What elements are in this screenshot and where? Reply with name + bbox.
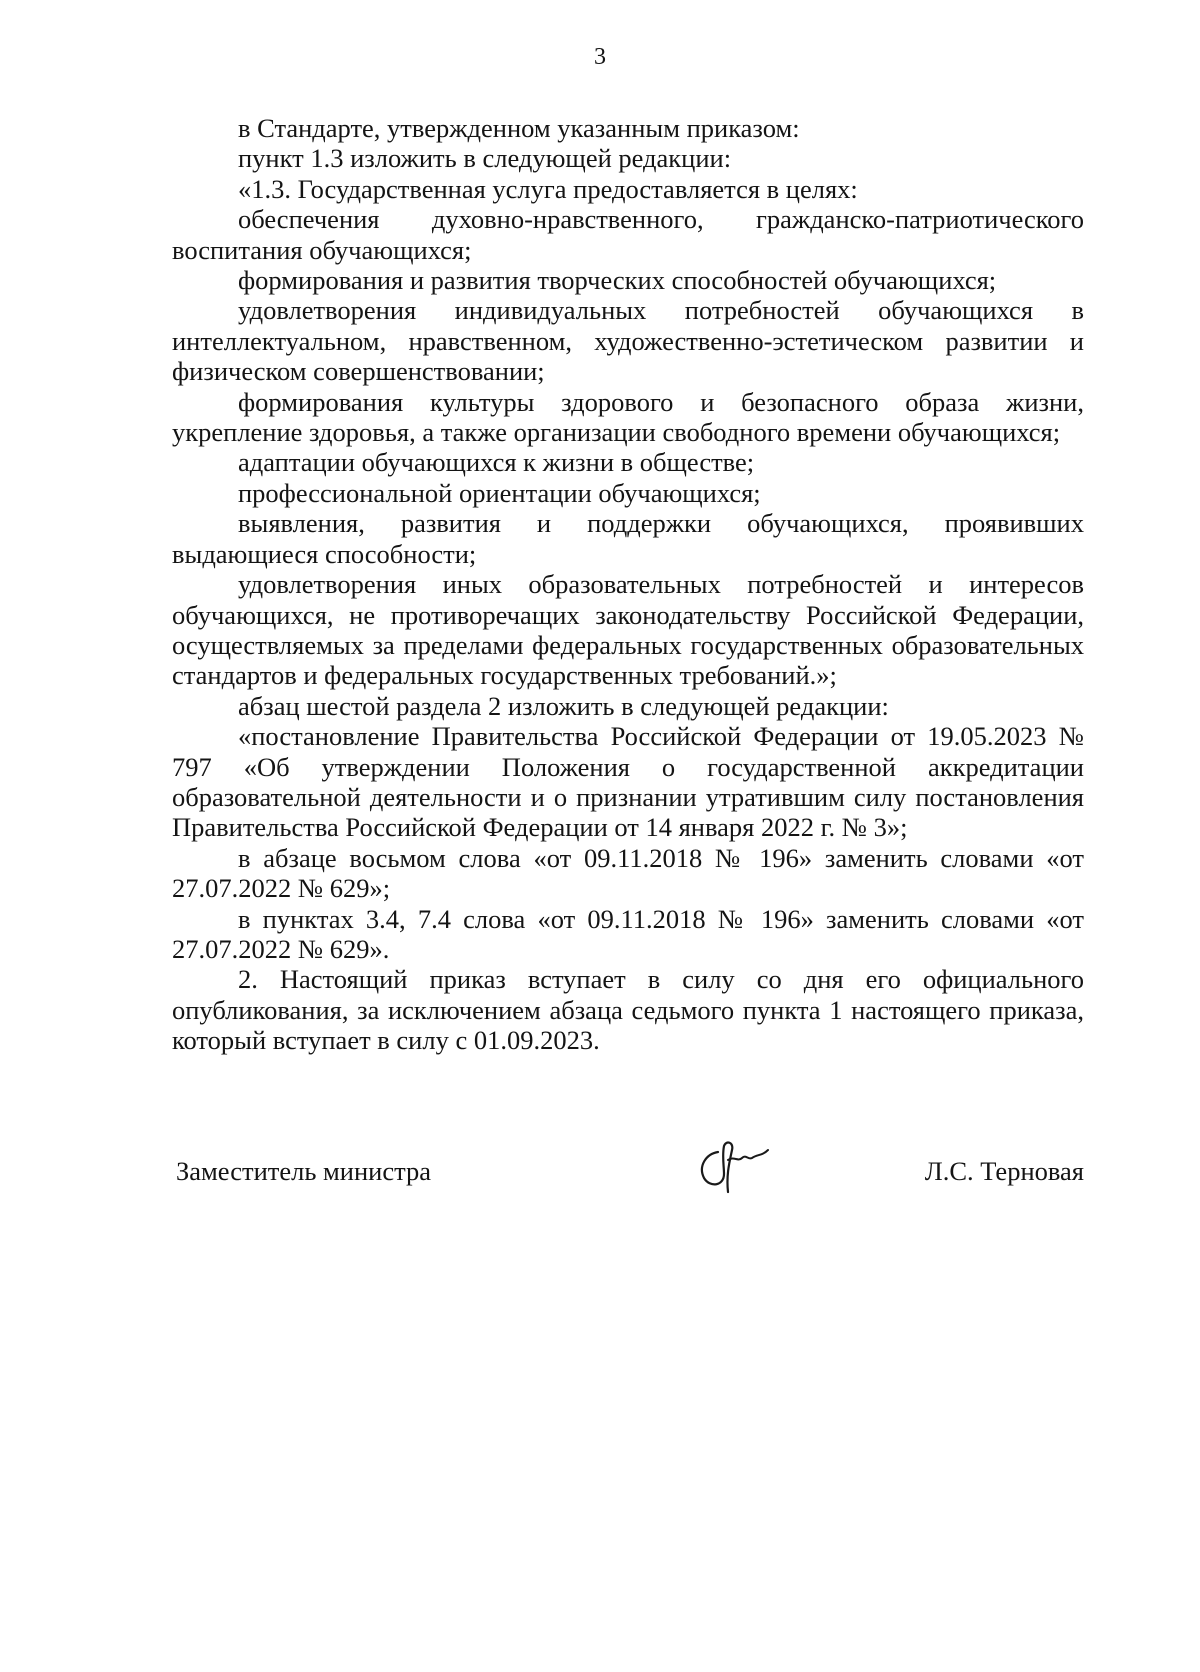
document-body (172, 113, 1084, 1056)
signatory-name: Л.С. Терновая (924, 1156, 1084, 1186)
paragraph: профессиональной ориентации обучающихся; (238, 477, 761, 508)
handwritten-signature-icon (688, 1138, 778, 1198)
page-number: 3 (594, 44, 606, 70)
paragraph: «1.3. Государственная услуга предоставляется в целях: (238, 173, 858, 204)
paragraph: удовлетворения индивидуальных потребностей обучающихся в интеллектуальном, нравственном, художественно-эстетическом развитии и физическом совершенствовании; (172, 295, 1084, 387)
signature-block (172, 1150, 1084, 1210)
paragraph: «постановление Правительства Российской Федерации от 19.05.2023 № 797 «Об утверждении Положения о государственной аккредитации образовательной деятельности и о признании утратившим силу постановления Правительства Российской Федерации от 14 января 2022 г. № 3»; (172, 721, 1084, 843)
paragraph: абзац шестой раздела 2 изложить в следующей редакции: (238, 690, 889, 721)
signatory-position: Заместитель министра (176, 1156, 432, 1186)
paragraph: в абзаце восьмом слова «от 09.11.2018 № 196» заменить словами «от 27.07.2022 № 629»; (172, 842, 1084, 904)
paragraph: формирования и развития творческих способностей обучающихся; (238, 265, 997, 296)
paragraph: адаптации обучающихся к жизни в обществе; (238, 447, 755, 478)
paragraph: формирования культуры здорового и безопасного образа жизни, укрепление здоровья, а также организации свободного времени обучающихся; (172, 386, 1084, 448)
paragraph: в Стандарте, утвержденном указанным приказом: (238, 113, 800, 143)
paragraph: удовлетворения иных образовательных потребностей и интересов обучающихся, не противоречащих законодательству Российской Федерации, осуществляемых за пределами федеральных государственных образовательных стандартов и федеральных государственных требований.»; (172, 569, 1084, 691)
paragraph: обеспечения духовно-нравственного, гражданско-патриотического воспитания обучающихся; (172, 204, 1084, 265)
paragraph: в пунктах 3.4, 7.4 слова «от 09.11.2018 № 196» заменить словами «от 27.07.2022 № 629». (172, 903, 1084, 964)
paragraph: 2. Настоящий приказ вступает в силу со дня его официального опубликования, за исключением абзаца седьмого пункта 1 настоящего приказа, который вступает в силу с 01.09.2023. (172, 964, 1084, 1056)
paragraph: пункт 1.3 изложить в следующей редакции: (238, 143, 732, 174)
paragraph: выявления, развития и поддержки обучающихся, проявивших выдающиеся способности; (172, 508, 1084, 569)
